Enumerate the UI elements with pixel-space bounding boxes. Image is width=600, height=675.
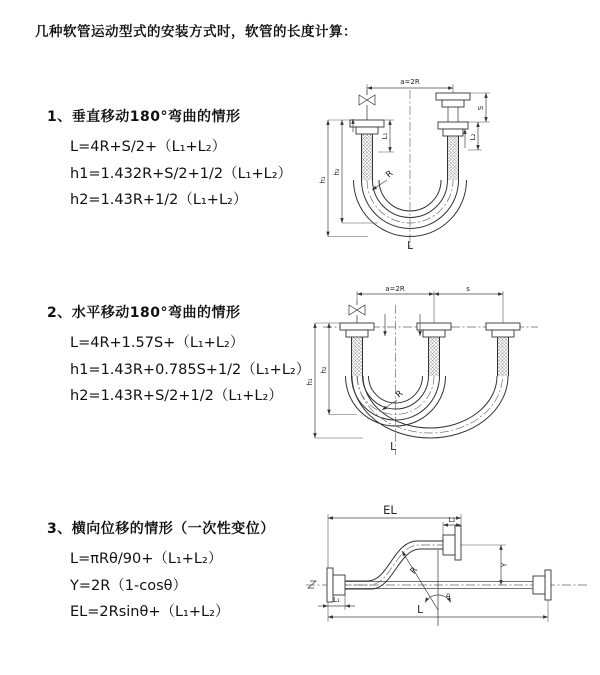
right-pipe-fitting bbox=[486, 323, 520, 337]
dim-span-label: a=2R bbox=[385, 285, 405, 293]
dim-el-label: EL bbox=[383, 503, 397, 517]
middle-pipe-fitting bbox=[417, 323, 451, 337]
formula-line: Y=2R（1-cosθ） bbox=[70, 577, 188, 594]
section-heading: 1、垂直移动180°弯曲的情形 bbox=[47, 109, 241, 125]
diagram-lateral-displacement bbox=[298, 498, 595, 660]
dim-h1-label: h₁ bbox=[319, 176, 327, 184]
dim-l2-label: L₂ bbox=[448, 516, 456, 524]
dim-s-label: S bbox=[477, 105, 485, 111]
dim-h2-label: h₂ bbox=[333, 168, 341, 176]
dim-y-label: Y bbox=[500, 562, 509, 568]
hose-u-bend-positions bbox=[346, 337, 509, 438]
length-label: L bbox=[390, 441, 396, 453]
upper-flange-displaced bbox=[443, 526, 461, 560]
formula-line: EL=2Rsinθ+（L₁+L₂） bbox=[70, 604, 230, 620]
formula-line: L=4R+1.57S+（L₁+L₂） bbox=[70, 335, 245, 351]
right-flange-original bbox=[533, 570, 551, 600]
valve-icon bbox=[349, 305, 365, 315]
formula-line: h1=1.432R+S/2+1/2（L₁+L₂） bbox=[70, 165, 293, 182]
formula-line: L=πRθ/90+（L₁+L₂） bbox=[70, 551, 223, 567]
dim-h2-label: h₂ bbox=[320, 366, 328, 374]
motion-arrows bbox=[385, 314, 420, 336]
dim-l1-label: L₁ bbox=[333, 596, 340, 604]
section-3 bbox=[47, 518, 275, 626]
section-heading: 3、横向位移的情形（一次性变位） bbox=[47, 521, 275, 537]
page-title: 几种软管运动型式的安装方式时，软管的长度计算： bbox=[35, 24, 357, 40]
dim-h1-label: h₁ bbox=[306, 378, 314, 386]
left-pipe-fitting bbox=[340, 300, 374, 337]
diagram-vertical-180-bend bbox=[318, 72, 595, 262]
angle-construction bbox=[402, 550, 451, 626]
radius-label: R bbox=[394, 388, 406, 401]
formula-line: h2=1.43R+S/2+1/2（L₁+L₂） bbox=[70, 388, 283, 404]
radius-label: R bbox=[408, 565, 421, 577]
dim-span-label: a=2R bbox=[400, 78, 420, 86]
dim-l1-label: L₁ bbox=[381, 132, 389, 140]
formula-line: h2=1.43R+1/2（L₁+L₂） bbox=[70, 192, 248, 208]
radius-label: R bbox=[384, 168, 396, 181]
length-label: L bbox=[407, 240, 413, 252]
section-1 bbox=[47, 106, 292, 214]
dim-length-label: L bbox=[417, 604, 423, 616]
valve-icon bbox=[359, 95, 375, 105]
left-pipe-fitting bbox=[350, 90, 384, 134]
formula-line: L=4R+S/2+（L₁+L₂） bbox=[70, 139, 227, 155]
formula-line: h1=1.43R+0.785S+1/2（L₁+L₂） bbox=[70, 361, 311, 378]
angle-theta-label: θ bbox=[446, 593, 451, 601]
dim-l2-label: L₂ bbox=[469, 133, 477, 141]
section-2 bbox=[47, 302, 310, 410]
diagram-horizontal-180-bend bbox=[303, 280, 595, 468]
section-heading: 2、水平移动180°弯曲的情形 bbox=[47, 305, 241, 321]
break-mark bbox=[308, 581, 316, 588]
dim-s-label: s bbox=[466, 285, 470, 293]
dimensions bbox=[318, 503, 548, 622]
